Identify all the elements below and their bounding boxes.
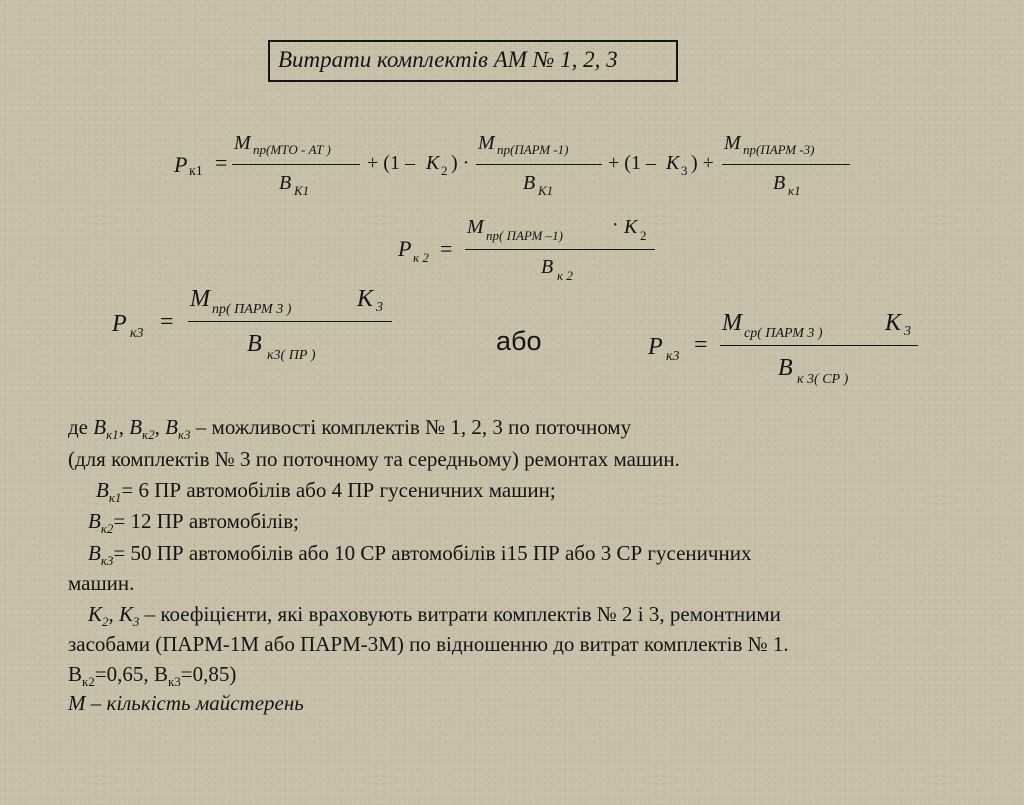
formula1-t3-den-sub: к1 <box>788 183 801 198</box>
formula1-t2-den: B <box>523 172 536 194</box>
formula2-dot: · <box>612 214 619 236</box>
text-line-6: машин. <box>68 571 135 595</box>
formula2-num: M <box>467 216 484 238</box>
text-line-9: $В_{к2}=0,65$, $В_{к3}=0,85$) <box>68 662 237 690</box>
formula2-bar <box>465 249 655 250</box>
formula1-op2: ) · <box>451 152 470 174</box>
formula1-lhs-sub: к1 <box>189 164 203 179</box>
text-line-1: де $В_{к1}$, $В_{к2}$, $В_{к3}$ – можливості комплектів № 1, 2, 3 по поточному <box>68 415 632 443</box>
formula4-k: K <box>885 310 902 336</box>
text-line-10: M – кількість майстерень <box>68 691 304 715</box>
formula2-den-sub: к 2 <box>557 268 573 283</box>
formula4-num: M <box>722 310 742 336</box>
formula1-k3: K <box>666 152 680 174</box>
formula3-k-sub: 3 <box>376 300 383 315</box>
formula2-lhs: P <box>398 236 412 261</box>
slide-title: Витрати комплектів АМ № 1, 2, 3 <box>278 47 618 72</box>
formula2-lhs-sub: к 2 <box>413 250 429 265</box>
formula4-den: B <box>778 355 793 381</box>
formula1-t3-num: M <box>724 132 741 154</box>
formula4-lhs-sub: к3 <box>666 349 680 364</box>
or-text: або <box>496 326 542 356</box>
formula1-t2-bar <box>476 164 602 165</box>
text-line-3: $В_{к1}= 6$ ПР автомобілів або 4 ПР гусеничних машин; <box>96 478 556 506</box>
formula3-den: B <box>247 331 262 357</box>
formula4-eq: = <box>694 332 708 358</box>
formula1-t3-den: B <box>773 172 786 194</box>
formula3-eq: = <box>160 309 174 335</box>
formula3-lhs: P <box>112 311 127 337</box>
formula1-k2-sub: 2 <box>441 163 448 178</box>
formula4-num-sub: ср( ПАРМ 3 ) <box>744 326 823 341</box>
formula2-den: B <box>541 256 554 278</box>
formula1-t2-den-sub: K1 <box>538 183 554 198</box>
text-line-2: (для комплектів № 3 по поточному та середньому) ремонтах машин. <box>68 447 680 471</box>
formula3-den-sub: к3( ПР ) <box>267 348 316 363</box>
formula1-t1-num-sub: пр(МТО - АТ ) <box>253 142 331 157</box>
formula1-t1-num: M <box>234 132 251 154</box>
formula1-lhs: P <box>174 152 188 177</box>
formula1-k3-sub: 3 <box>681 163 688 178</box>
formula1-t3-num-sub: пр(ПАРМ -3) <box>743 142 815 157</box>
formula3-k: K <box>357 286 374 312</box>
formula1-op1: + (1 – <box>367 152 415 174</box>
formula3-num-sub: пр( ПАРМ 3 ) <box>212 302 292 317</box>
formula2-k: K <box>624 216 638 238</box>
formula2-k-sub: 2 <box>640 228 647 243</box>
text-line-4: $В_{к2}= 12$ ПР автомобілів; <box>88 509 299 537</box>
formula3-num: M <box>190 286 210 312</box>
formula4-lhs: P <box>648 334 663 360</box>
formula2-num-sub: пр( ПАРМ –1) <box>486 228 563 243</box>
formula1-t2-num: M <box>478 132 495 154</box>
formula1-eq: = <box>215 150 228 175</box>
formula4-den-sub: к 3( СР ) <box>797 372 849 387</box>
formula3-lhs-sub: к3 <box>130 326 144 341</box>
formula1-t1-den-sub: K1 <box>294 183 310 198</box>
text-line-8: засобами (ПАРМ-1М або ПАРМ-3М) по відношенню до витрат комплектів № 1. <box>68 632 789 656</box>
text-line-7: $К_2$, $К_3$ – коефіцієнти, які враховують витрати комплектів № 2 і 3, ремонтними <box>88 602 781 630</box>
formula4-bar <box>720 345 918 346</box>
formula1-op4: ) + <box>691 152 714 174</box>
formula3-bar <box>188 321 392 322</box>
formula1-t3-bar <box>722 164 850 165</box>
formula1-t2-num-sub: пр(ПАРМ -1) <box>497 142 569 157</box>
formula1-k2: K <box>426 152 440 174</box>
text-line-5: $В_{к3}= 50$ ПР автомобілів або 10 СР автомобілів і15 ПР або 3 СР гусеничних <box>88 541 752 569</box>
formula1-op3: + (1 – <box>608 152 656 174</box>
formula2-eq: = <box>440 236 453 261</box>
formula1-t1-bar <box>232 164 360 165</box>
formula4-k-sub: 3 <box>904 324 911 339</box>
formula1-t1-den: B <box>279 172 292 194</box>
